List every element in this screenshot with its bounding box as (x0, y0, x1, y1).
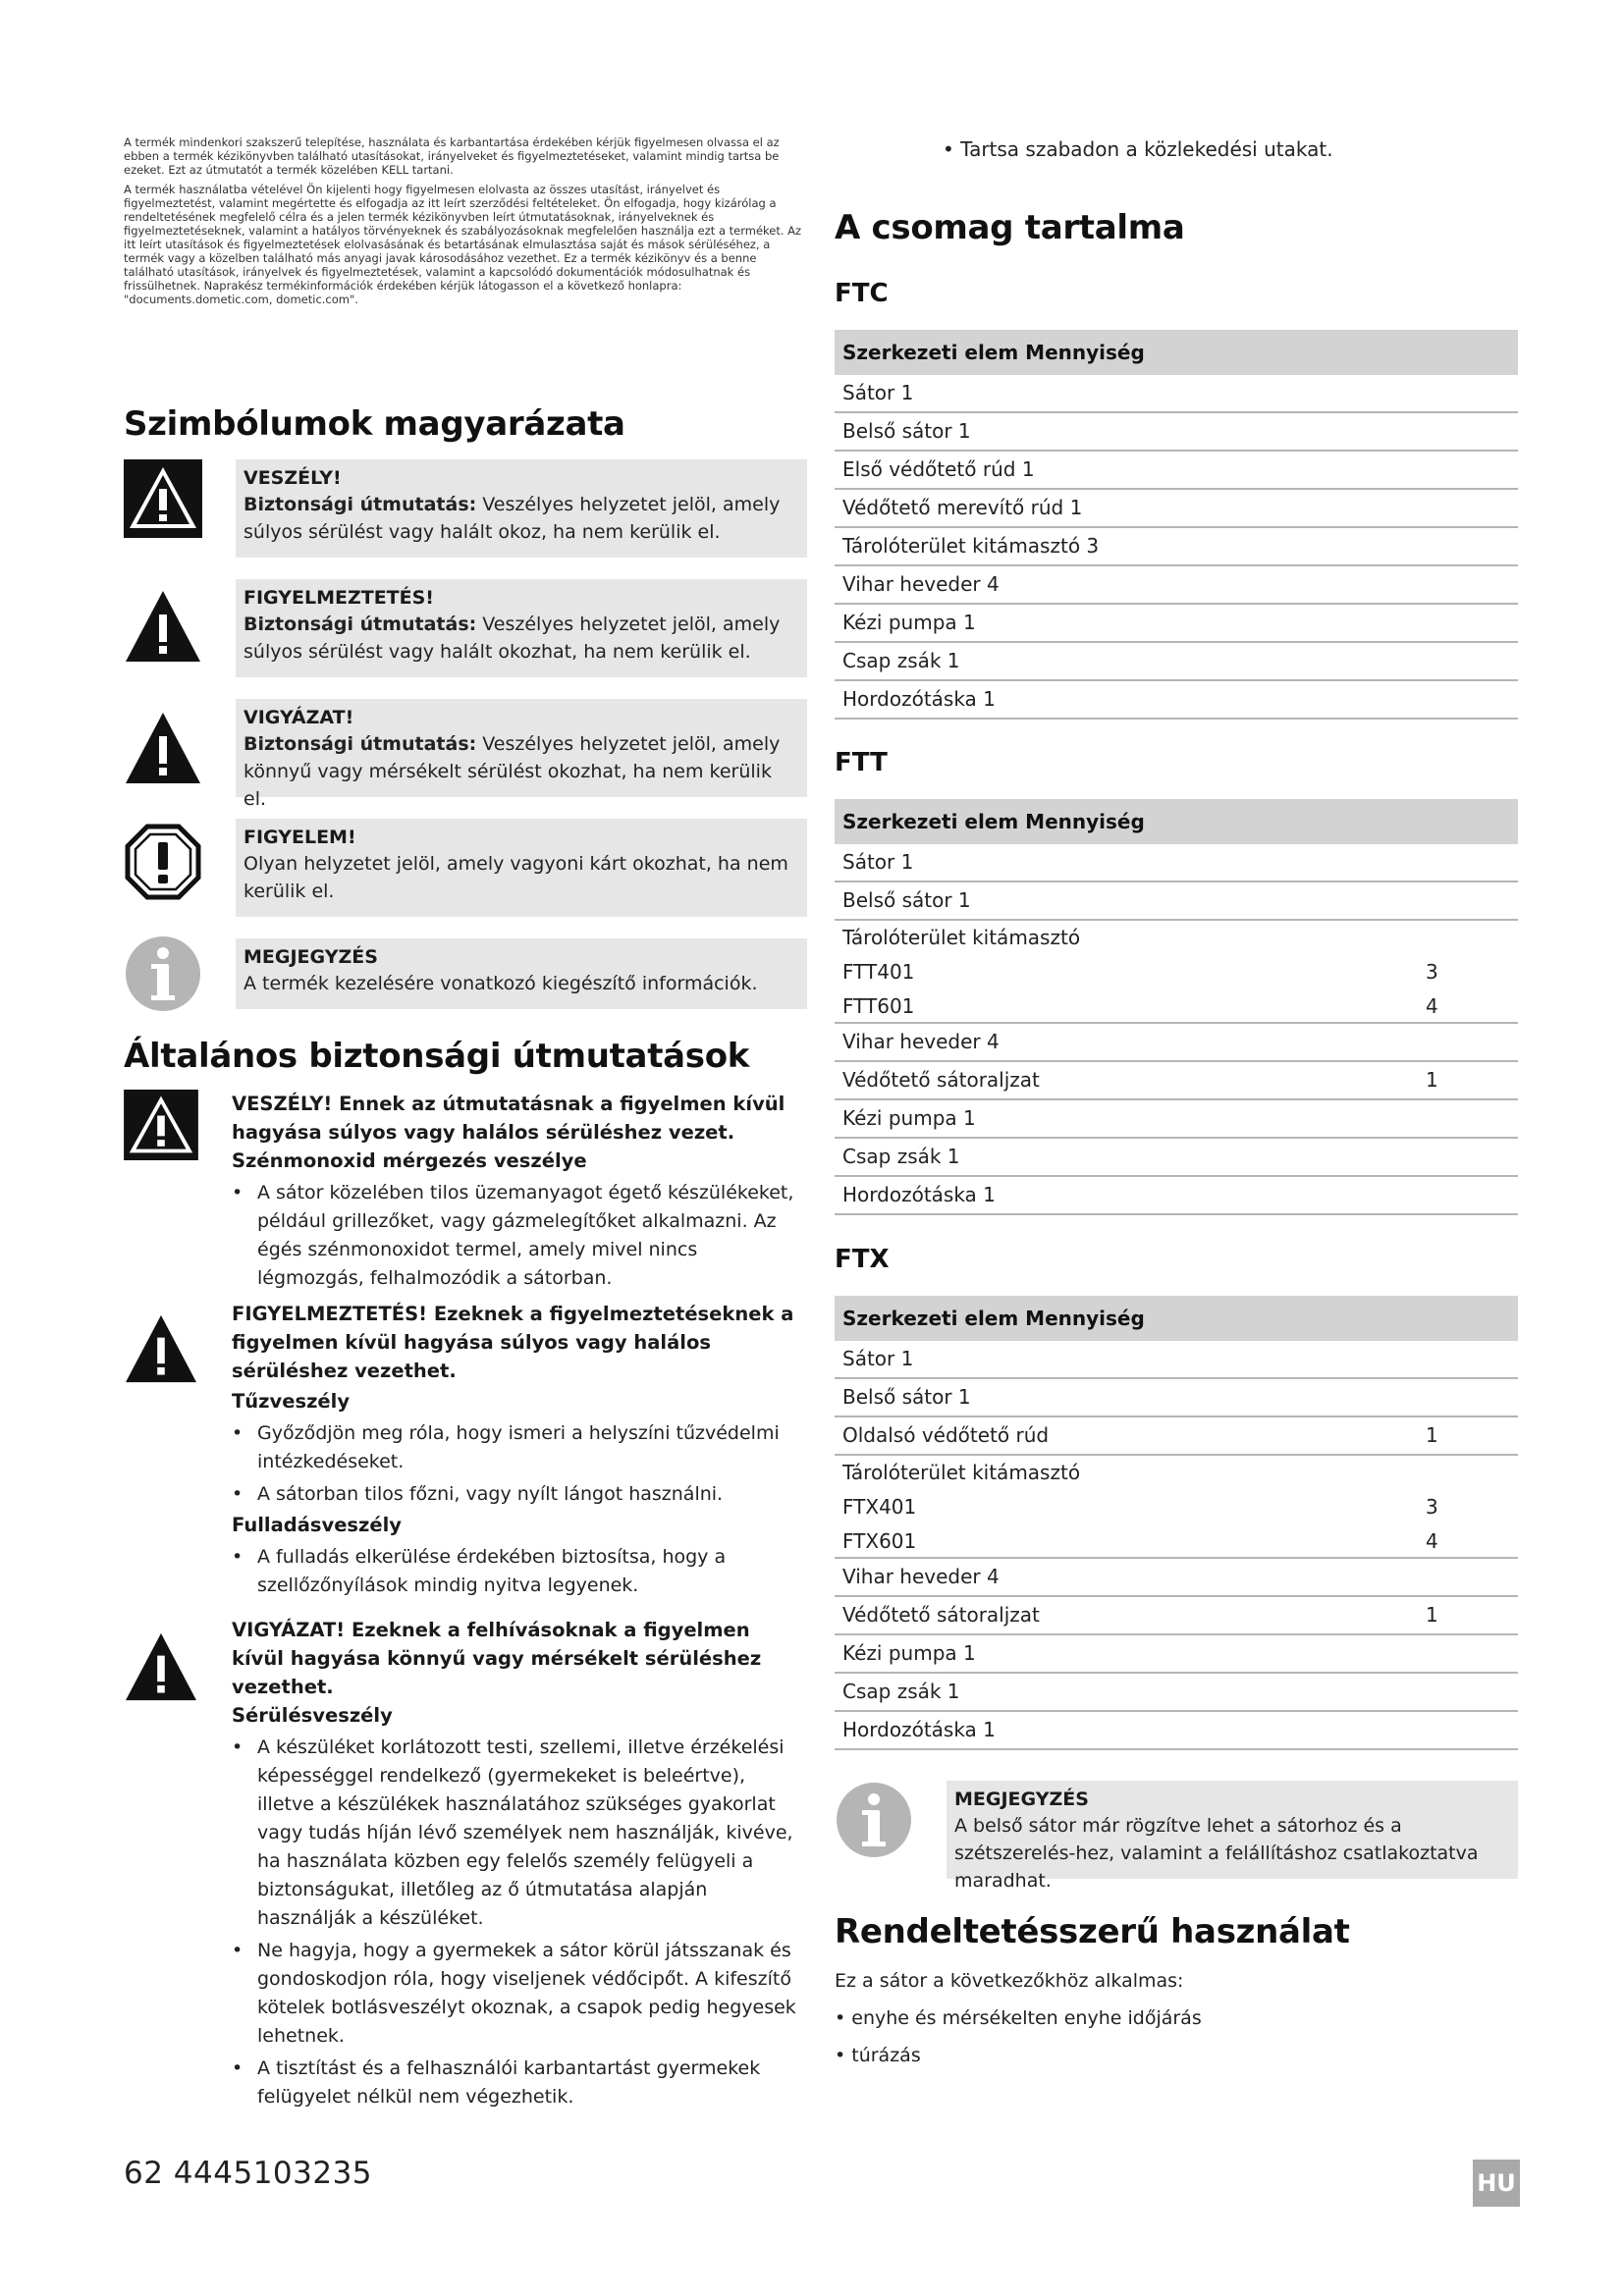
symbol-caution-box (236, 699, 807, 810)
ftt-table (835, 799, 1518, 1215)
table-row: Hordozótáska 1 (835, 1712, 1518, 1750)
list-item: • A sátor közelében tilos üzemanyagot égető készülékeket, például grillezőket, vagy gázmelegítőket alkalmazni. Az égés szénmonoxidot termel, amely mivel nincs légmozgás, felhalmozódik a sátorban. (232, 1182, 794, 1289)
ftc-table (835, 330, 1518, 720)
caution-triangle-icon (124, 709, 202, 787)
danger-warning-icon (124, 459, 202, 538)
symbol-note-box (236, 938, 807, 1009)
symbol-notice (124, 819, 807, 917)
info-icon (835, 1781, 913, 1859)
page-number: 62 4445103235 (124, 2156, 373, 2191)
table-row: Sátor 1 (835, 375, 1518, 413)
table-row: Sátor 1 (835, 1341, 1518, 1379)
left-column (124, 135, 807, 2108)
table-row: Csap zsák 1 (835, 1674, 1518, 1712)
table-row: Sátor 1 (835, 844, 1518, 882)
ftc-label: FTC (835, 279, 889, 308)
table-header: Szerkezeti elem Mennyiség (835, 330, 1518, 375)
symbol-note-title: MEGJEGYZÉS (244, 946, 378, 968)
table-row: Tárolóterület kitámasztó 3 (835, 528, 1518, 566)
table-row: Védőtető sátoraljzat 1 (835, 1597, 1518, 1635)
table-row: Belső sátor 1 (835, 413, 1518, 452)
symbol-note-text: A termék kezelésére vonatkozó kiegészítő információk. (244, 973, 758, 994)
table-row: Vihar heveder 4 (835, 1024, 1518, 1062)
note-block (835, 1781, 1518, 1892)
symbol-warning-title: FIGYELMEZTETÉS! (244, 587, 434, 609)
safety-warning-heading: FIGYELMEZTETÉS! Ezeknek a figyelmeztetéseknek a figyelmen kívül hagyása súlyos vagy halálos sérüléshez vezethet. (232, 1303, 794, 1382)
note-title: MEGJEGYZÉS (954, 1789, 1089, 1810)
table-row: FTX401 3 (842, 1495, 1438, 1519)
table-row: Belső sátor 1 (835, 882, 1518, 921)
symbol-caution (124, 699, 807, 810)
table-row: Védőtető sátoraljzat 1 (835, 1062, 1518, 1100)
safety-danger-heading: VESZÉLY! Ennek az útmutatásnak a figyelmen kívül hagyása súlyos vagy halálos sérüléshez vezet. (232, 1093, 785, 1144)
intro-text (124, 135, 807, 306)
table-row: Védőtető merevítő rúd 1 (835, 490, 1518, 528)
intro-paragraph-2: A termék használatba vételével Ön kijelenti hogy figyelmesen elolvasta az összes utasítást, irányelvet és figyelmeztetést, valamint megértette és elfogadja az itt leírt szerződési feltételeket. Ön elfogadja, hogy kizárólag a rendeltetésének megfelelő célra és a jelen termék kézikönyvben leírt útmutatásoknak, irányelveknek és figyelmeztetéseknek, valamint a hatályos törvényeknek és szabályozásoknak megfelelően használja ezt a terméket. Az itt leírt utasítások és figyelmeztetések elolvasásának és betartásának elmulasztása saját és mások sérüléséhez, a termék vagy a közelben található más anyagi javak károsodásához vezethet. Ez a termék kézikönyv és a benne található utasítások, irányelvek és figyelmeztetések, valamint a kapcsolódó dokumentációk módosulhatnak és frissülhetnek. Naprakész termékinformációk érdekében kérjük látogasson el a következő honlapra: "documents.dometic.com, dometic.com". (124, 183, 802, 306)
intended-use-heading: Rendeltetésszerű használat (835, 1912, 1350, 1951)
ftt-label: FTT (835, 748, 888, 777)
symbol-caution-text: Veszélyes helyzetet jelöl, amely könnyű vagy mérsékelt sérülést okozhat, ha nem kerülik el. (244, 733, 781, 810)
caution-triangle-icon (124, 1631, 198, 1702)
symbol-danger-text: Veszélyes helyzetet jelöl, amely súlyos sérülést vagy halált okoz, ha nem kerülik el. (244, 494, 781, 543)
table-row: FTX601 4 (835, 1524, 1518, 1559)
table-row: Első védőtető rúd 1 (835, 452, 1518, 490)
symbol-notice-text: Olyan helyzetet jelöl, amely vagyoni kárt okozhat, ha nem kerülik el. (244, 853, 788, 902)
table-row: Tárolóterület kitámasztó (842, 926, 1081, 949)
list-item: • Tartsa szabadon a közlekedési utakat. (943, 137, 1333, 161)
symbol-note (124, 938, 807, 1009)
safety-caution-heading: VIGYÁZAT! Ezeknek a felhívásoknak a figyelmen kívül hagyása könnyű vagy mérsékelt sérüléshez vezethet. (232, 1619, 762, 1698)
symbol-notice-box (236, 819, 807, 917)
safety-caution-subheading: Sérülésveszély (232, 1704, 393, 1727)
symbol-danger (124, 459, 807, 558)
warning-triangle-icon (124, 587, 202, 666)
intended-use-intro: Ez a sátor a következőkhöz alkalmas: (835, 1970, 1184, 1992)
symbol-warning-box (236, 579, 807, 677)
list-item: • A sátorban tilos főzni, vagy nyílt lángot használni. (232, 1483, 724, 1505)
table-row: FTT401 3 (842, 960, 1438, 984)
list-item: • A tisztítást és a felhasználói karbantartást gyermekek felügyelet nélkül nem végezhetik. (232, 2057, 761, 2108)
symbol-caution-title: VIGYÁZAT! (244, 707, 354, 728)
ftx-table (835, 1296, 1518, 1750)
danger-warning-icon (124, 1090, 198, 1160)
symbol-danger-box (236, 459, 807, 558)
intro-paragraph-1: A termék mindenkori szakszerű telepítése, használata és karbantartása érdekében kérjük figyelmesen olvassa el az ebben a termék kézikönyvben található utasításokat, irányelveket és figyelmeztetéseket, valamint mindig tartsa be ezeket. Ezt az útmutatót a termék közelében KELL tartani. (124, 135, 780, 177)
warning-triangle-icon (124, 1313, 198, 1384)
table-row: Hordozótáska 1 (835, 681, 1518, 720)
note-text: A belső sátor már rögzítve lehet a sátorhoz és a szétszerelés-hez, valamint a felállításhoz csatlakoztatva maradhat. (954, 1815, 1479, 1892)
symbols-heading: Szimbólumok magyarázata (124, 404, 625, 444)
package-heading: A csomag tartalma (835, 208, 1185, 247)
table-row: Hordozótáska 1 (835, 1177, 1518, 1215)
table-row: Kézi pumpa 1 (835, 1635, 1518, 1674)
symbol-danger-lead: Biztonsági útmutatás: (244, 494, 477, 515)
symbol-warning-lead: Biztonsági útmutatás: (244, 614, 477, 635)
ftx-label: FTX (835, 1245, 890, 1274)
list-item: • A fulladás elkerülése érdekében biztosítsa, hogy a szellőzőnyílások mindig nyitva legyenek. (232, 1546, 727, 1596)
list-item: • enyhe és mérsékelten enyhe időjárás (835, 2007, 1202, 2029)
table-header: Szerkezeti elem Mennyiség (835, 1296, 1518, 1341)
safety-warning-sub-fire: Tűzveszély (232, 1390, 351, 1413)
table-row: Vihar heveder 4 (835, 1559, 1518, 1597)
table-row: Belső sátor 1 (835, 1379, 1518, 1417)
list-item: • A készüléket korlátozott testi, szellemi, illetve érzékelési képességgel rendelkező (gyermekeket is beleértve), illetve a készülékek használatához szükséges gyakorlat vagy tudás híján lévő személyek nem használják, kivéve, ha használata közben egy felelős személy felügyeli a biztonságukat, illetőleg az ő útmutatása alapján használják a készüléket. (232, 1736, 793, 1929)
table-row: FTT601 4 (835, 989, 1518, 1024)
safety-warning-sub-suffocation: Fulladásveszély (232, 1514, 402, 1536)
table-row: Tárolóterület kitámasztó (842, 1461, 1081, 1484)
list-item: • túrázás (835, 2045, 921, 2066)
table-header: Szerkezeti elem Mennyiség (835, 799, 1518, 844)
symbol-notice-title: FIGYELEM! (244, 827, 356, 848)
symbol-danger-title: VESZÉLY! (244, 467, 342, 489)
table-row: Kézi pumpa 1 (835, 1100, 1518, 1139)
symbol-caution-lead: Biztonsági útmutatás: (244, 733, 477, 755)
info-icon (124, 934, 202, 1013)
language-badge: HU (1473, 2160, 1520, 2207)
table-row: Kézi pumpa 1 (835, 605, 1518, 643)
notice-octagon-icon (124, 823, 202, 901)
table-row: Vihar heveder 4 (835, 566, 1518, 605)
table-row: Oldalsó védőtető rúd 1 (835, 1417, 1518, 1456)
general-safety-heading: Általános biztonsági útmutatások (124, 1037, 750, 1076)
table-row: Csap zsák 1 (835, 1139, 1518, 1177)
list-item: • Ne hagyja, hogy a gyermekek a sátor körül játsszanak és gondoskodjon róla, hogy viseljenek védőcipőt. A kifeszítő kötelek botlásveszélyt okoznak, a csapok pedig hegyesek lehetnek. (232, 1940, 796, 2047)
table-row: Csap zsák 1 (835, 643, 1518, 681)
list-item: • Győződjön meg róla, hogy ismeri a helyszíni tűzvédelmi intézkedéseket. (232, 1422, 780, 1472)
symbol-warning-text: Veszélyes helyzetet jelöl, amely súlyos sérülést vagy halált okozhat, ha nem kerülik el. (244, 614, 781, 663)
symbol-warning (124, 579, 807, 677)
safety-danger-subheading: Szénmonoxid mérgezés veszélye (232, 1149, 587, 1172)
note-box (947, 1781, 1518, 1892)
